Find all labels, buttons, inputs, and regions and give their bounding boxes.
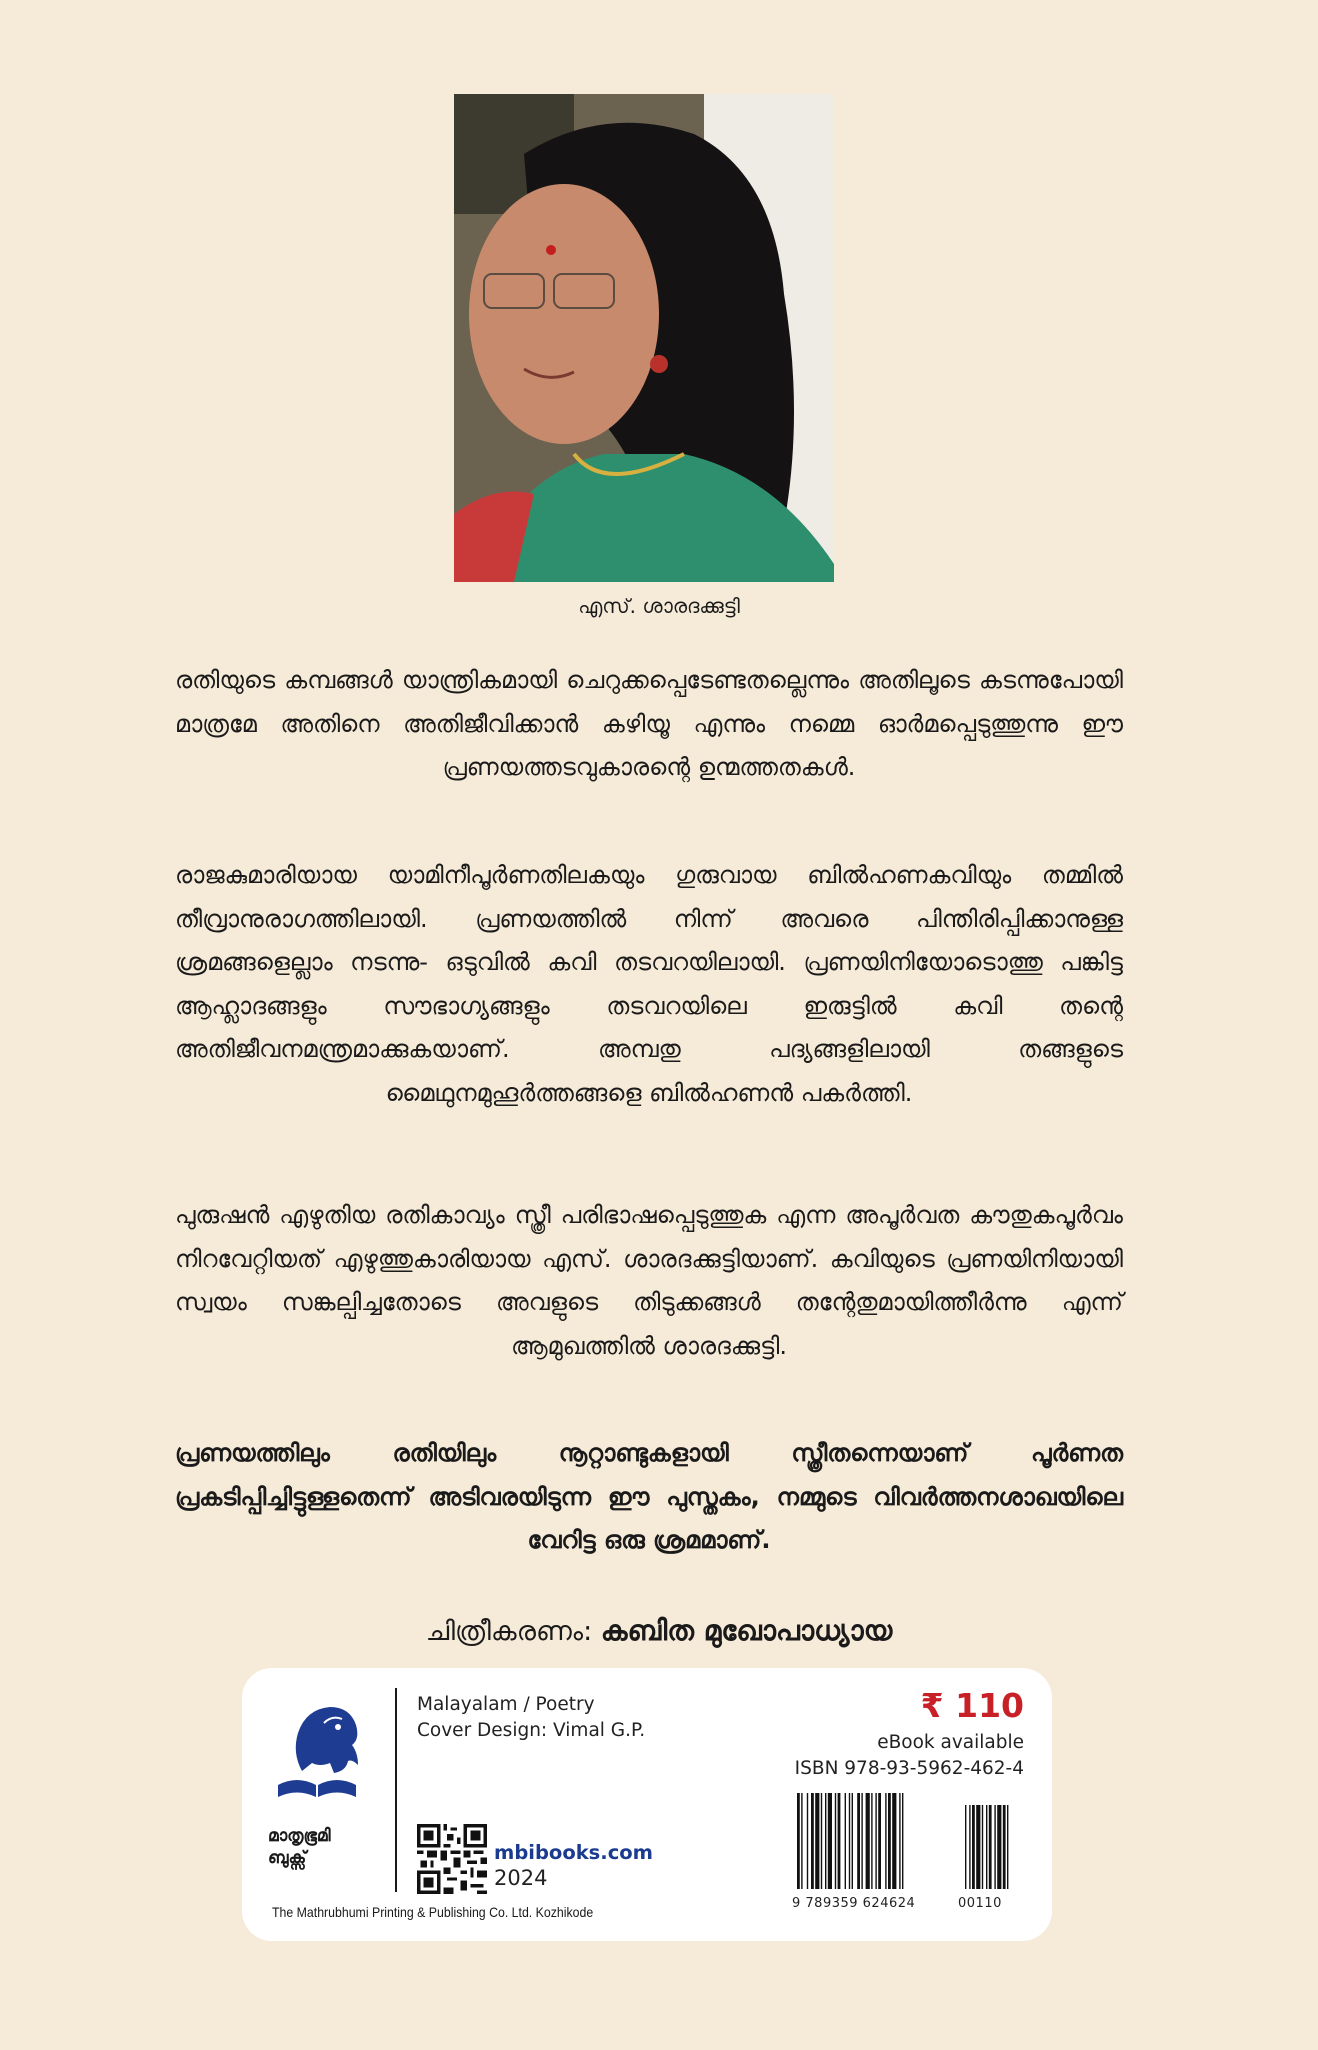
barcode-addon-bar <box>982 1805 983 1889</box>
barcode-bar <box>852 1793 853 1889</box>
author-caption: എസ്. ശാരദക്കുട്ടി <box>578 594 740 618</box>
blurb-paragraph-4: പ്രണയത്തിലും രതിയിലും നൂറ്റാണ്ടുകളായി സ്ത്രീതന്നെയാണ് പൂർണത പ്രകടിപ്പിച്ചിട്ടുള്ളതെന്ന് അടിവരയിടുന്ന ഈ പുസ്തകം, നമ്മുടെ വിവർത്തനശാഖയിലെ വേറിട്ട ഒരു ശ്രമമാണ്. <box>175 1439 1123 1554</box>
barcode-addon-bar <box>994 1805 995 1889</box>
isbn: ISBN 978-93-5962-462-4 <box>794 1758 1024 1779</box>
price: ₹ 110 <box>920 1686 1024 1725</box>
barcode-bar <box>871 1793 872 1889</box>
barcode-bar <box>797 1793 800 1889</box>
barcode-addon-bar <box>997 1805 1001 1889</box>
barcode-bar <box>888 1793 891 1889</box>
barcode-addon-bar <box>965 1805 966 1889</box>
brand-line-2: ബുക്സ് <box>268 1848 307 1867</box>
illustration-label: ചിത്രീകരണം: <box>425 1616 593 1647</box>
barcode-bar <box>875 1793 876 1889</box>
isbn-barcode <box>797 1793 1027 1889</box>
barcode-bar <box>801 1793 802 1889</box>
barcode-bar <box>857 1793 860 1889</box>
blurb-paragraph-2: രാജകുമാരിയായ യാമിനീപൂർണതിലകയും ഗുരുവായ ബിൽഹണകവിയും തമ്മിൽ തീവ്രാനുരാഗത്തിലായി. പ്രണയത്തിൽ നിന്ന് അവരെ പിന്തിരിപ്പിക്കാനുള്ള ശ്രമങ്ങളെല്ലാം നടന്നു- ഒടുവിൽ കവി തടവറയിലായി. പ്രണയിനിയോടൊത്തു പങ്കിട്ട ആഹ്ലാദങ്ങളും സൗഭാഗ്യങ്ങളും തടവറയിലെ ഇരുട്ടിൽ കവി തന്റെ അതിജീവനമന്ത്രമാക്കുകയാണ്. അമ്പതു പദ്യങ്ങളിലായി തങ്ങളുടെ മൈഥുനമുഹൂർത്തങ്ങളെ ബിൽഹണൻ പകർത്തി. <box>175 861 1123 1107</box>
barcode-addon-bar <box>972 1805 975 1889</box>
barcode-bar <box>835 1793 836 1889</box>
barcode-bar <box>885 1793 886 1889</box>
imprint-panel <box>242 1668 1052 1941</box>
barcode-bar <box>878 1793 881 1889</box>
qr-code-icon <box>417 1824 487 1894</box>
barcode-addon-number: 00110 <box>958 1896 1002 1911</box>
blurb-paragraph-1: രതിയുടെ കമ്പങ്ങൾ യാന്ത്രികമായി ചെറുക്കപ്പെടേണ്ടതല്ലെന്നും അതിലൂടെ കടന്നുപോയി മാത്രമേ അതിനെ അതിജീവിക്കാൻ കഴിയൂ എന്നും നമ്മെ ഓർമപ്പെടുത്തുന്നു ഈ പ്രണയത്തടവുകാരന്റെ ഉന്മത്തതകൾ. <box>175 666 1123 781</box>
barcode-addon-bar <box>1007 1805 1008 1889</box>
barcode-bar <box>849 1793 850 1889</box>
website-link[interactable]: mbibooks.com <box>494 1841 653 1864</box>
divider <box>395 1688 397 1892</box>
barcode-addon-bar <box>1003 1805 1006 1889</box>
publication-year: 2024 <box>494 1866 548 1890</box>
blurb-paragraph-3: പുരുഷൻ എഴുതിയ രതികാവ്യം സ്ത്രീ പരിഭാഷപ്പെടുത്തുക എന്ന അപൂർവത കൗതുകപൂർവം നിറവേറ്റിയത് എഴുത്തുകാരിയായ എസ്. ശാരദക്കുട്ടിയാണ്. കവിയുടെ പ്രണയിനിയായി സ്വയം സങ്കല്പിച്ചതോടെ അവളുടെ തിടുക്കങ്ങൾ തന്റേതുമായിത്തീർന്നു എന്ന് ആമുഖത്തിൽ ശാരദക്കുട്ടി. <box>175 1201 1123 1360</box>
barcode-bar <box>899 1793 900 1889</box>
barcode-bar <box>861 1793 862 1889</box>
barcode-addon-bar <box>969 1805 970 1889</box>
ebook-availability: eBook available <box>877 1732 1024 1753</box>
barcode-addon-bar <box>976 1805 980 1889</box>
barcode-addon-bar <box>986 1805 987 1889</box>
barcode-addon-bar <box>989 1805 992 1889</box>
illustration-credit <box>0 1614 1318 1648</box>
barcode-bar <box>845 1793 846 1889</box>
barcode-bar <box>821 1793 822 1889</box>
barcode-bar <box>866 1793 870 1889</box>
illustration-artist: കബിത മുഖോപാധ്യായ <box>600 1614 893 1647</box>
brand-name <box>268 1825 378 1869</box>
barcode-bar <box>838 1793 841 1889</box>
barcode-bar <box>811 1793 814 1889</box>
publisher-name: The Mathrubhumi Printing & Publishing Co. Ltd. Kozhikode <box>272 1904 594 1920</box>
barcode-bar <box>807 1793 808 1889</box>
barcode-bar <box>902 1793 903 1889</box>
elephant-book-logo-icon <box>272 1693 362 1805</box>
author-photo <box>454 94 834 582</box>
barcode-bar <box>892 1793 896 1889</box>
barcode-number: 9 789359 624624 <box>792 1896 916 1911</box>
cover-design-credit: Cover Design: Vimal G.P. <box>417 1720 646 1741</box>
genre-label: Malayalam / Poetry <box>417 1694 595 1715</box>
brand-line-1: മാതൃഭൂമി <box>268 1826 331 1845</box>
barcode-bar <box>825 1793 826 1889</box>
barcode-bar <box>828 1793 832 1889</box>
barcode-bar <box>815 1793 819 1889</box>
